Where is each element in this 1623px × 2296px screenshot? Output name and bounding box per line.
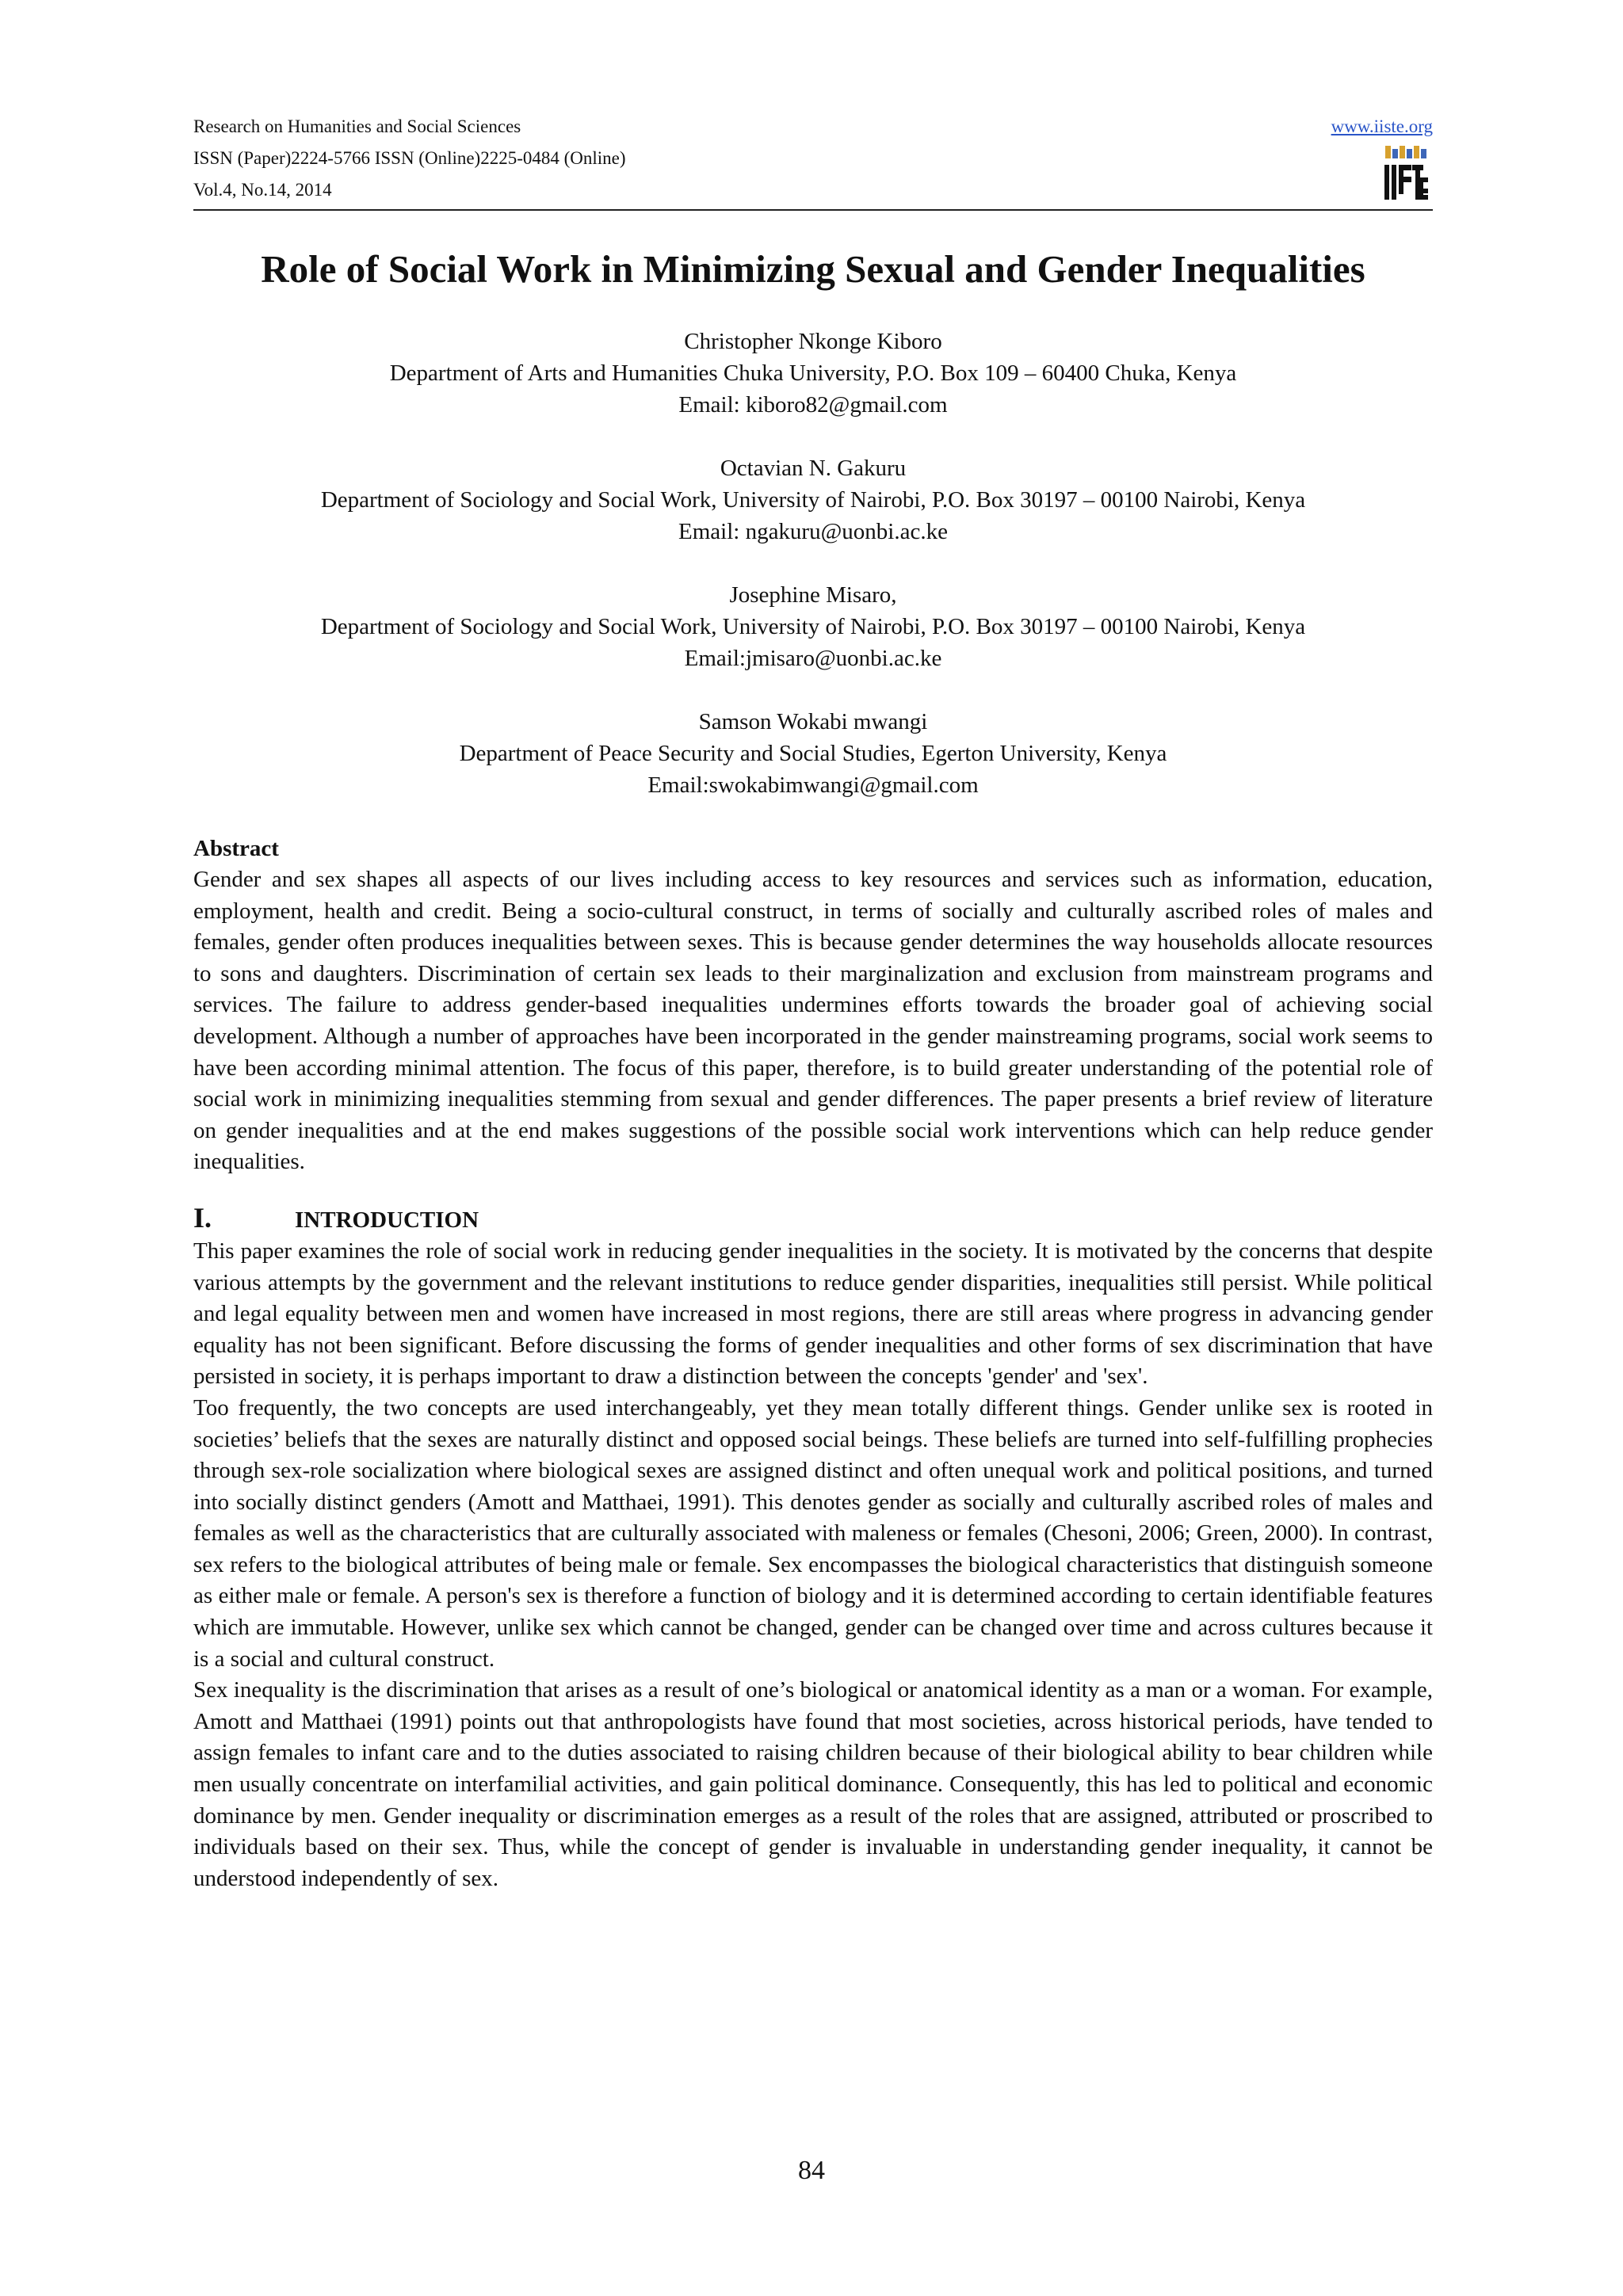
journal-name: Research on Humanities and Social Sciences [193, 116, 521, 136]
author-email: Email: kiboro82@gmail.com [678, 392, 948, 418]
intro-paragraph: Sex inequality is the discrimination that arises as a result of one’s biological or anatomical identity as a man or a woman. For example, Amott and Matthaei (1991) points out that anthropologists have found that most societies, across historical periods, have tended to assign females to infant care and to the duties associated to raising children because of their biological ability to bear children while men usually concentrate on interfamilial activities, and gain political dominance. Consequently, this has led to political and economic dominance by men. Gender inequality or discrimination emerges as a result of the roles that are assigned, attributed or proscribed to individuals based on their sex. Thus, while the concept of gender is invaluable in understanding gender inequality, it cannot be understood independently of sex. [193, 1677, 1433, 1891]
author-block [193, 452, 1433, 547]
intro-paragraph: This paper examines the role of social work in reducing gender inequalities in the society. It is motivated by the concerns that despite various attempts by the government and the relevant institutions to reduce gender disparities, inequalities still persist. While political and legal equality between men and women have increased in most regions, there are still areas where progress in advancing gender equality has not been significant. Before discussing the forms of gender inequalities and other forms of sex discrimination that have persisted in society, it is perhaps important to draw a distinction between the concepts 'gender' and 'sex'. [193, 1238, 1433, 1390]
journal-header [193, 111, 1433, 211]
journal-issn: ISSN (Paper)2224-5766 ISSN (Online)2225-0484 (Online) [193, 148, 626, 168]
intro-paragraph: Too frequently, the two concepts are used interchangeably, yet they mean totally different things. Gender unlike sex is rooted in societies’ beliefs that the sexes are naturally distinct and opposed social beings. These beliefs are turned into self-fulfilling prophecies through sex-role socialization where biological sexes are assigned distinct and often unequal work and political positions, and turned into socially distinct genders (Amott and Matthaei, 1991). This denotes gender as socially and culturally ascribed roles of males and females as well as the characteristics that are culturally associated with maleness or females (Chesoni, 2006; Green, 2000). In contrast, sex refers to the biological attributes of being male or female. Sex encompasses the biological characteristics that distinguish someone as either male or female. A person's sex is therefore a function of biology and it is determined according to certain identifiable features which are immutable. However, unlike sex which cannot be changed, gender can be changed over time and across cultures because it is a social and cultural construct. [193, 1394, 1433, 1672]
author-name: Christopher Nkonge Kiboro [684, 329, 942, 354]
iiste-logo [1382, 146, 1430, 203]
journal-volume: Vol.4, No.14, 2014 [193, 180, 332, 200]
author-name: Josephine Misaro, [729, 582, 897, 608]
paper-title: Role of Social Work in Minimizing Sexual and Gender Inequalities [261, 247, 1365, 291]
journal-website-link[interactable]: www.iiste.org [1331, 116, 1433, 136]
author-email: Email: ngakuru@uonbi.ac.ke [678, 519, 948, 544]
paper-page [193, 111, 1433, 1894]
section-heading [193, 1202, 1433, 1236]
author-affiliation: Department of Arts and Humanities Chuka University, P.O. Box 109 – 60400 Chuka, Kenya [389, 360, 1237, 386]
page-number: 84 [798, 2156, 825, 2185]
author-block [193, 706, 1433, 801]
author-email: Email:jmisaro@uonbi.ac.ke [684, 646, 942, 671]
author-list [193, 326, 1433, 801]
author-affiliation: Department of Sociology and Social Work, University of Nairobi, P.O. Box 30197 – 00100 Nairobi, Kenya [320, 487, 1306, 513]
abstract-heading: Abstract [193, 836, 279, 861]
abstract-text: Gender and sex shapes all aspects of our lives including access to key resources and services such as information, education, employment, health and credit. Being a socio-cultural construct, in terms of socially and culturally ascribed roles of males and females, gender often produces inequalities between sexes. This is because gender determines the way households allocate resources to sons and daughters. Discrimination of certain sex leads to their marginalization and exclusion from mainstream programs and services. The failure to address gender-based inequalities undermines efforts towards the broader goal of achieving social development. Although a number of approaches have been incorporated in the gender mainstreaming programs, social work seems to have been according minimal attention. The focus of this paper, therefore, is to build greater understanding of the potential role of social work in minimizing inequalities stemming from sexual and gender differences. The paper presents a brief review of literature on gender inequalities and at the end makes suggestions of the possible social work interventions which can help reduce gender inequalities. [193, 867, 1433, 1175]
author-affiliation: Department of Peace Security and Social Studies, Egerton University, Kenya [459, 741, 1167, 766]
author-block [193, 579, 1433, 674]
section-number: I. [193, 1201, 212, 1234]
section-title: INTRODUCTION [295, 1207, 479, 1233]
author-affiliation: Department of Sociology and Social Work, University of Nairobi, P.O. Box 30197 – 00100 Nairobi, Kenya [320, 614, 1306, 639]
author-email: Email:swokabimwangi@gmail.com [647, 772, 979, 798]
author-name: Samson Wokabi mwangi [698, 709, 928, 734]
author-block [193, 326, 1433, 421]
author-name: Octavian N. Gakuru [720, 456, 907, 481]
journal-info [193, 111, 1433, 206]
